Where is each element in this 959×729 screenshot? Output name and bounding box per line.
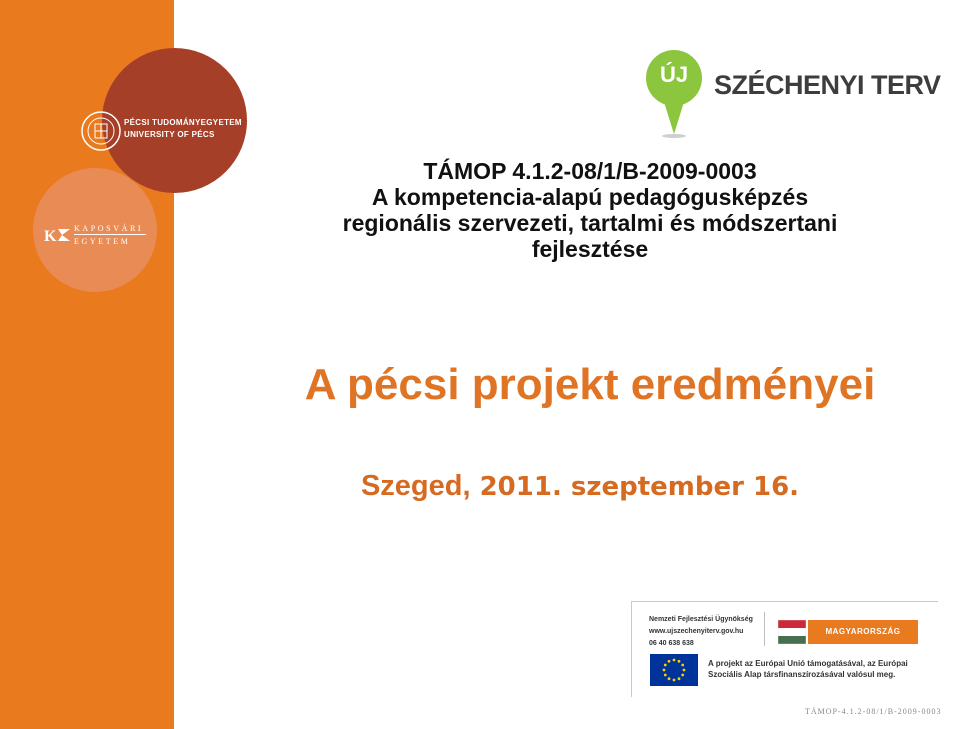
ke-logo-icon	[44, 226, 70, 244]
ke-logo-letter: K	[44, 228, 57, 244]
agency-name: Nemzeti Fejlesztési Ügynökség	[649, 616, 753, 623]
ke-name-line1: KAPOSVÁRI	[74, 224, 144, 233]
eu-funding-text: A projekt az Európai Unió támogatásával, az Európai Szociális Alap társfinanszírozásával valósul meg.	[708, 659, 908, 679]
project-title-line3: regionális szervezeti, tartalmi és módszertani	[342, 210, 838, 236]
project-code: TÁMOP 4.1.2-08/1/B-2009-0003	[423, 158, 757, 184]
footer-funding-box	[631, 601, 938, 697]
agency-website: www.ujszechenyiterv.gov.hu	[649, 628, 744, 635]
footer-project-code: TÁMOP-4.1.2-08/1/B-2009-0003	[805, 707, 942, 716]
logo-pin-text: ÚJ	[659, 62, 689, 87]
project-title-line2: A kompetencia-alapú pedagógusképzés	[371, 184, 809, 210]
ke-divider	[74, 234, 146, 235]
pte-name-en: UNIVERSITY OF PÉCS	[124, 130, 215, 139]
logo-brand-text: SZÉCHENYI TERV	[714, 70, 941, 100]
eu-flag-icon	[650, 654, 698, 686]
hungary-flag-icon	[778, 620, 806, 644]
footer-divider	[764, 612, 765, 646]
pte-seal-icon	[80, 110, 122, 152]
project-title-line4: fejlesztése	[531, 236, 649, 262]
uj-szechenyi-terv-logo	[638, 48, 941, 143]
presentation-title: A pécsi projekt eredményei	[304, 360, 876, 409]
date-city: Szeged,	[360, 470, 471, 502]
date-line	[300, 468, 860, 505]
ke-name	[74, 222, 143, 248]
pte-name	[124, 117, 242, 141]
pte-name-hu: PÉCSI TUDOMÁNYEGYETEM	[124, 118, 242, 127]
magyarorszag-megujul-badge: MAGYARORSZÁG MEGÚJUL	[808, 620, 918, 644]
project-title-block	[230, 158, 950, 262]
agency-phone: 06 40 638 638	[649, 640, 694, 647]
date-rest: 2011. szeptember 16.	[470, 472, 800, 502]
ke-name-line2: EGYETEM	[74, 237, 131, 246]
